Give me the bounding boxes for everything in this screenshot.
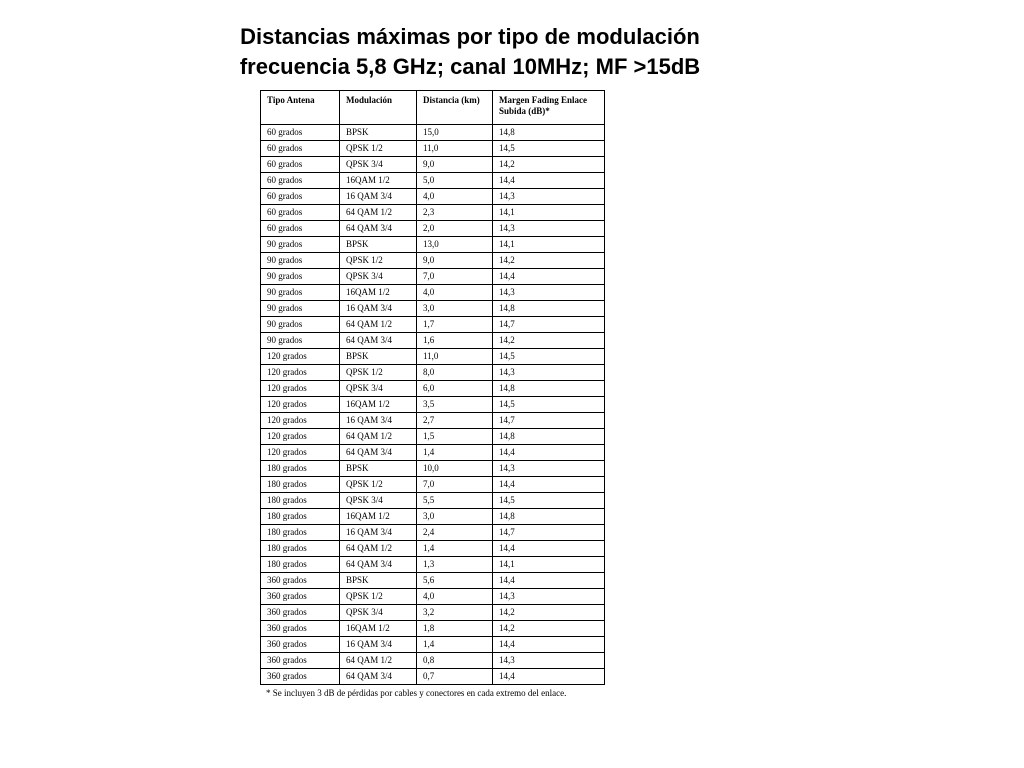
cell-margen-fading: 14,2 xyxy=(493,333,605,349)
cell-distancia: 0,7 xyxy=(417,669,493,685)
cell-modulacion: 16 QAM 3/4 xyxy=(340,301,417,317)
cell-distancia: 3,0 xyxy=(417,509,493,525)
cell-distancia: 1,8 xyxy=(417,621,493,637)
table-row xyxy=(261,333,605,349)
cell-modulacion: BPSK xyxy=(340,573,417,589)
cell-margen-fading: 14,2 xyxy=(493,157,605,173)
cell-modulacion: 16QAM 1/2 xyxy=(340,621,417,637)
cell-tipo-antena: 360 grados xyxy=(261,605,340,621)
cell-tipo-antena: 90 grados xyxy=(261,333,340,349)
cell-tipo-antena: 360 grados xyxy=(261,621,340,637)
table-row xyxy=(261,573,605,589)
cell-distancia: 0,8 xyxy=(417,653,493,669)
footnote: * Se incluyen 3 dB de pérdidas por cables y conectores en cada extremo del enlace. xyxy=(266,688,567,698)
cell-tipo-antena: 360 grados xyxy=(261,637,340,653)
cell-distancia: 4,0 xyxy=(417,589,493,605)
cell-margen-fading: 14,8 xyxy=(493,509,605,525)
table-row xyxy=(261,125,605,141)
cell-tipo-antena: 60 grados xyxy=(261,173,340,189)
cell-margen-fading: 14,4 xyxy=(493,477,605,493)
cell-tipo-antena: 90 grados xyxy=(261,285,340,301)
cell-margen-fading: 14,2 xyxy=(493,605,605,621)
cell-distancia: 3,5 xyxy=(417,397,493,413)
cell-distancia: 7,0 xyxy=(417,477,493,493)
cell-margen-fading: 14,7 xyxy=(493,525,605,541)
cell-distancia: 2,0 xyxy=(417,221,493,237)
cell-distancia: 8,0 xyxy=(417,365,493,381)
cell-modulacion: QPSK 3/4 xyxy=(340,157,417,173)
table-row xyxy=(261,349,605,365)
cell-modulacion: QPSK 3/4 xyxy=(340,605,417,621)
cell-modulacion: QPSK 1/2 xyxy=(340,253,417,269)
cell-distancia: 1,6 xyxy=(417,333,493,349)
cell-modulacion: QPSK 1/2 xyxy=(340,365,417,381)
cell-margen-fading: 14,1 xyxy=(493,237,605,253)
cell-modulacion: 64 QAM 1/2 xyxy=(340,541,417,557)
cell-modulacion: BPSK xyxy=(340,349,417,365)
cell-distancia: 10,0 xyxy=(417,461,493,477)
table-row xyxy=(261,541,605,557)
header-distancia: Distancia (km) xyxy=(417,91,493,125)
cell-distancia: 6,0 xyxy=(417,381,493,397)
cell-modulacion: 16 QAM 3/4 xyxy=(340,413,417,429)
cell-modulacion: 16QAM 1/2 xyxy=(340,285,417,301)
cell-distancia: 5,6 xyxy=(417,573,493,589)
cell-margen-fading: 14,4 xyxy=(493,269,605,285)
cell-tipo-antena: 120 grados xyxy=(261,365,340,381)
cell-margen-fading: 14,4 xyxy=(493,637,605,653)
cell-margen-fading: 14,4 xyxy=(493,173,605,189)
cell-tipo-antena: 180 grados xyxy=(261,557,340,573)
cell-margen-fading: 14,5 xyxy=(493,141,605,157)
cell-margen-fading: 14,4 xyxy=(493,573,605,589)
cell-distancia: 7,0 xyxy=(417,269,493,285)
cell-modulacion: BPSK xyxy=(340,125,417,141)
cell-margen-fading: 14,7 xyxy=(493,317,605,333)
cell-modulacion: 16QAM 1/2 xyxy=(340,509,417,525)
table-row xyxy=(261,205,605,221)
cell-tipo-antena: 90 grados xyxy=(261,253,340,269)
cell-margen-fading: 14,4 xyxy=(493,541,605,557)
cell-distancia: 5,5 xyxy=(417,493,493,509)
cell-distancia: 2,7 xyxy=(417,413,493,429)
cell-tipo-antena: 60 grados xyxy=(261,221,340,237)
cell-margen-fading: 14,5 xyxy=(493,397,605,413)
table-row xyxy=(261,493,605,509)
table-row xyxy=(261,365,605,381)
cell-margen-fading: 14,8 xyxy=(493,125,605,141)
table-row xyxy=(261,141,605,157)
slide-title xyxy=(0,22,940,82)
cell-tipo-antena: 60 grados xyxy=(261,205,340,221)
cell-distancia: 1,4 xyxy=(417,637,493,653)
cell-modulacion: QPSK 3/4 xyxy=(340,269,417,285)
cell-tipo-antena: 120 grados xyxy=(261,381,340,397)
cell-margen-fading: 14,1 xyxy=(493,557,605,573)
table-row xyxy=(261,429,605,445)
table-row xyxy=(261,445,605,461)
cell-tipo-antena: 120 grados xyxy=(261,429,340,445)
cell-distancia: 1,3 xyxy=(417,557,493,573)
cell-modulacion: 16QAM 1/2 xyxy=(340,397,417,413)
header-margen-fading: Margen Fading Enlace Subida (dB)* xyxy=(493,91,605,125)
table-header xyxy=(261,91,605,125)
modulation-distance-table xyxy=(260,90,605,685)
cell-modulacion: BPSK xyxy=(340,237,417,253)
cell-distancia: 11,0 xyxy=(417,141,493,157)
cell-distancia: 3,0 xyxy=(417,301,493,317)
cell-modulacion: 64 QAM 3/4 xyxy=(340,221,417,237)
title-line-2: frecuencia 5,8 GHz; canal 10MHz; MF >15dB xyxy=(239,54,701,79)
cell-modulacion: QPSK 1/2 xyxy=(340,589,417,605)
table-row xyxy=(261,189,605,205)
cell-tipo-antena: 120 grados xyxy=(261,445,340,461)
cell-margen-fading: 14,3 xyxy=(493,221,605,237)
table-row xyxy=(261,413,605,429)
cell-modulacion: 16 QAM 3/4 xyxy=(340,189,417,205)
cell-modulacion: 64 QAM 3/4 xyxy=(340,557,417,573)
cell-distancia: 11,0 xyxy=(417,349,493,365)
cell-distancia: 1,7 xyxy=(417,317,493,333)
cell-tipo-antena: 60 grados xyxy=(261,141,340,157)
cell-modulacion: 16QAM 1/2 xyxy=(340,173,417,189)
table-row xyxy=(261,157,605,173)
cell-margen-fading: 14,4 xyxy=(493,445,605,461)
table-row xyxy=(261,173,605,189)
title-line-1: Distancias máximas por tipo de modulación xyxy=(240,24,700,49)
cell-distancia: 9,0 xyxy=(417,157,493,173)
table-row xyxy=(261,301,605,317)
cell-margen-fading: 14,5 xyxy=(493,493,605,509)
table-row xyxy=(261,621,605,637)
cell-tipo-antena: 90 grados xyxy=(261,237,340,253)
cell-tipo-antena: 180 grados xyxy=(261,461,340,477)
cell-margen-fading: 14,3 xyxy=(493,285,605,301)
cell-distancia: 4,0 xyxy=(417,285,493,301)
table-row xyxy=(261,221,605,237)
cell-distancia: 5,0 xyxy=(417,173,493,189)
cell-tipo-antena: 360 grados xyxy=(261,669,340,685)
cell-modulacion: QPSK 1/2 xyxy=(340,141,417,157)
cell-margen-fading: 14,7 xyxy=(493,413,605,429)
cell-tipo-antena: 90 grados xyxy=(261,317,340,333)
cell-modulacion: QPSK 3/4 xyxy=(340,493,417,509)
cell-tipo-antena: 360 grados xyxy=(261,573,340,589)
cell-tipo-antena: 180 grados xyxy=(261,541,340,557)
table-row xyxy=(261,253,605,269)
table-row xyxy=(261,653,605,669)
cell-margen-fading: 14,8 xyxy=(493,301,605,317)
cell-modulacion: 64 QAM 3/4 xyxy=(340,445,417,461)
cell-tipo-antena: 180 grados xyxy=(261,509,340,525)
cell-modulacion: 64 QAM 1/2 xyxy=(340,429,417,445)
cell-modulacion: QPSK 1/2 xyxy=(340,477,417,493)
cell-modulacion: QPSK 3/4 xyxy=(340,381,417,397)
cell-modulacion: 64 QAM 1/2 xyxy=(340,653,417,669)
cell-margen-fading: 14,8 xyxy=(493,429,605,445)
cell-modulacion: 64 QAM 3/4 xyxy=(340,333,417,349)
table-row xyxy=(261,637,605,653)
table-row xyxy=(261,525,605,541)
cell-distancia: 3,2 xyxy=(417,605,493,621)
cell-tipo-antena: 120 grados xyxy=(261,397,340,413)
cell-tipo-antena: 120 grados xyxy=(261,349,340,365)
cell-tipo-antena: 60 grados xyxy=(261,189,340,205)
cell-tipo-antena: 180 grados xyxy=(261,525,340,541)
header-row xyxy=(261,91,605,125)
cell-tipo-antena: 90 grados xyxy=(261,301,340,317)
cell-distancia: 2,3 xyxy=(417,205,493,221)
cell-modulacion: 16 QAM 3/4 xyxy=(340,637,417,653)
cell-distancia: 2,4 xyxy=(417,525,493,541)
cell-distancia: 9,0 xyxy=(417,253,493,269)
header-tipo-antena: Tipo Antena xyxy=(261,91,340,125)
cell-tipo-antena: 180 grados xyxy=(261,493,340,509)
table-container xyxy=(260,90,604,698)
cell-margen-fading: 14,3 xyxy=(493,461,605,477)
table-row xyxy=(261,461,605,477)
table-row xyxy=(261,317,605,333)
table-row xyxy=(261,477,605,493)
cell-margen-fading: 14,8 xyxy=(493,381,605,397)
table-row xyxy=(261,669,605,685)
cell-distancia: 1,5 xyxy=(417,429,493,445)
cell-tipo-antena: 180 grados xyxy=(261,477,340,493)
cell-distancia: 13,0 xyxy=(417,237,493,253)
table-row xyxy=(261,509,605,525)
cell-tipo-antena: 60 grados xyxy=(261,125,340,141)
cell-tipo-antena: 120 grados xyxy=(261,413,340,429)
cell-margen-fading: 14,3 xyxy=(493,653,605,669)
table-body xyxy=(261,125,605,685)
cell-margen-fading: 14,4 xyxy=(493,669,605,685)
cell-modulacion: 16 QAM 3/4 xyxy=(340,525,417,541)
table-row xyxy=(261,605,605,621)
cell-distancia: 4,0 xyxy=(417,189,493,205)
table-row xyxy=(261,589,605,605)
cell-modulacion: 64 QAM 3/4 xyxy=(340,669,417,685)
cell-margen-fading: 14,3 xyxy=(493,589,605,605)
table-row xyxy=(261,285,605,301)
header-modulacion: Modulación xyxy=(340,91,417,125)
cell-modulacion: 64 QAM 1/2 xyxy=(340,317,417,333)
table-row xyxy=(261,237,605,253)
cell-margen-fading: 14,2 xyxy=(493,621,605,637)
cell-margen-fading: 14,3 xyxy=(493,189,605,205)
table-row xyxy=(261,397,605,413)
cell-margen-fading: 14,1 xyxy=(493,205,605,221)
cell-modulacion: BPSK xyxy=(340,461,417,477)
cell-margen-fading: 14,5 xyxy=(493,349,605,365)
cell-distancia: 15,0 xyxy=(417,125,493,141)
table-row xyxy=(261,381,605,397)
table-row xyxy=(261,557,605,573)
cell-modulacion: 64 QAM 1/2 xyxy=(340,205,417,221)
cell-tipo-antena: 360 grados xyxy=(261,653,340,669)
cell-margen-fading: 14,2 xyxy=(493,253,605,269)
table-row xyxy=(261,269,605,285)
cell-margen-fading: 14,3 xyxy=(493,365,605,381)
cell-tipo-antena: 360 grados xyxy=(261,589,340,605)
cell-distancia: 1,4 xyxy=(417,541,493,557)
cell-distancia: 1,4 xyxy=(417,445,493,461)
cell-tipo-antena: 60 grados xyxy=(261,157,340,173)
cell-tipo-antena: 90 grados xyxy=(261,269,340,285)
